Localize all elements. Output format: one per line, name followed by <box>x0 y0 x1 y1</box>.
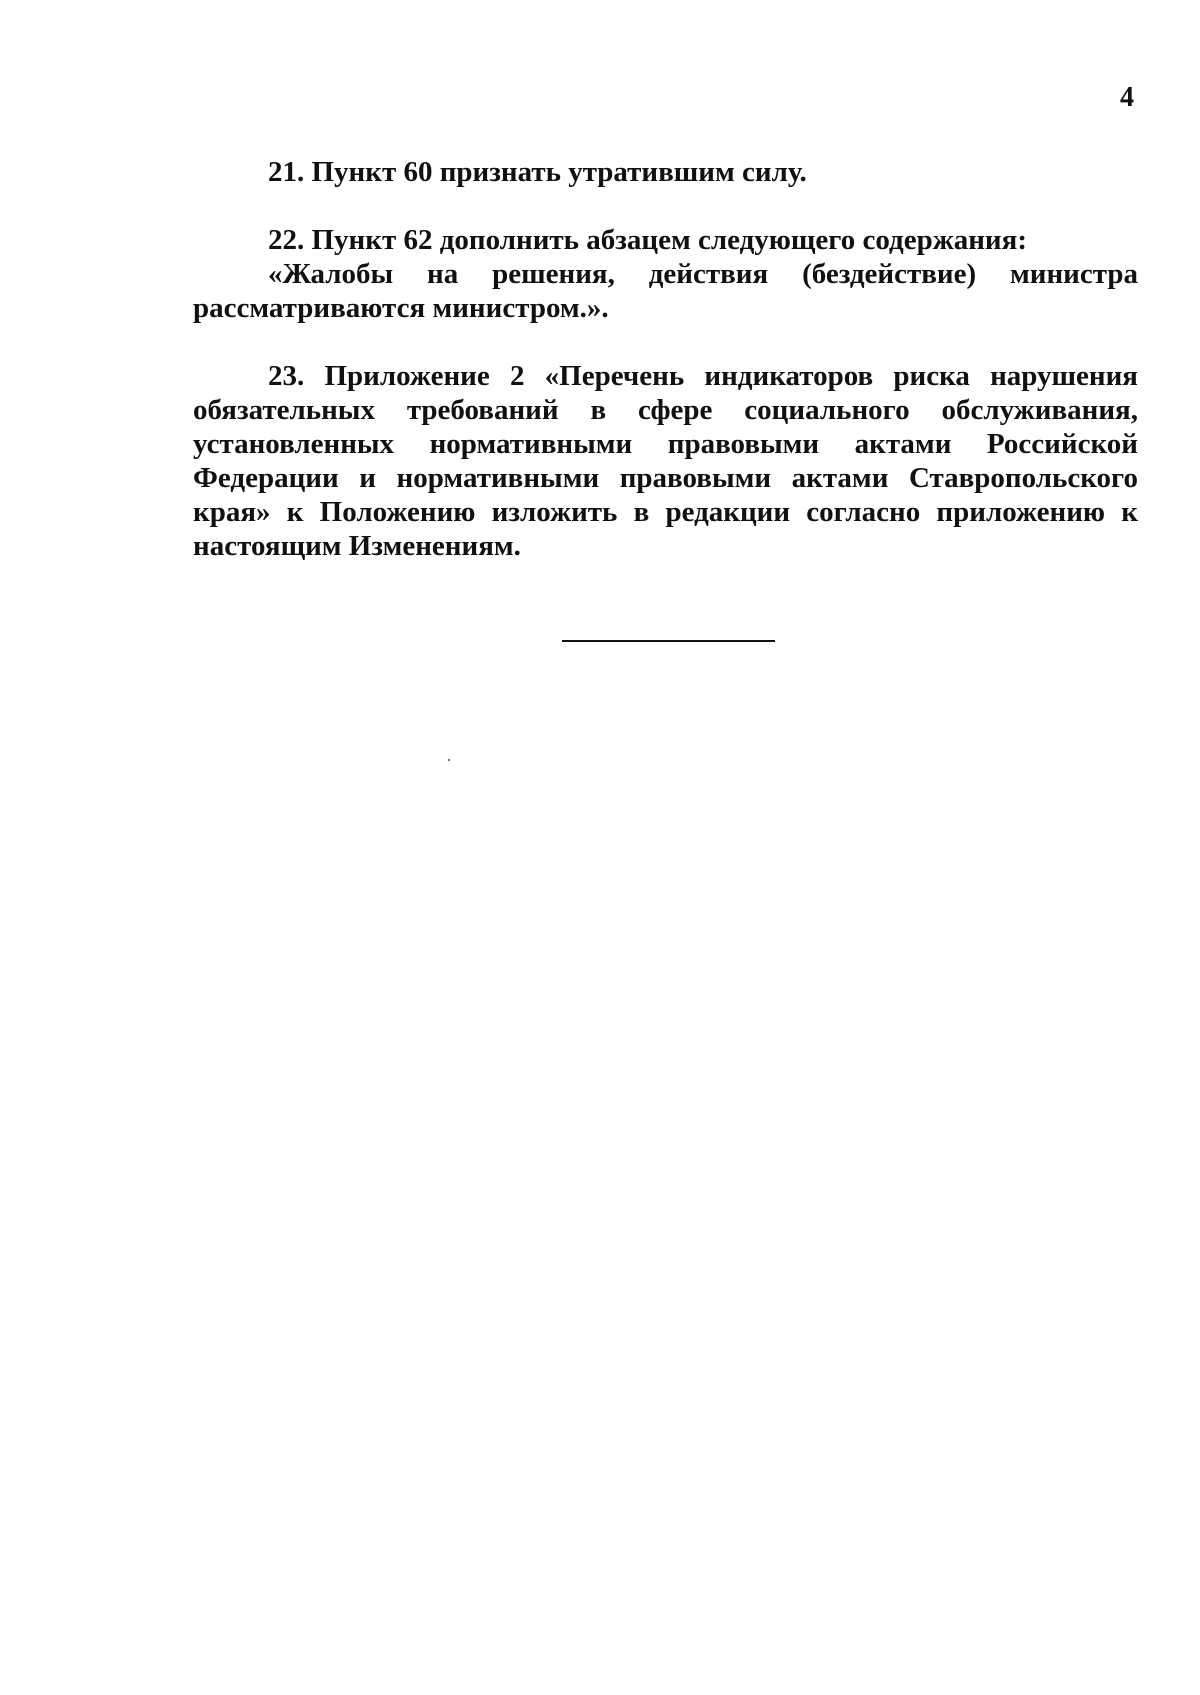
page-number: 4 <box>1120 82 1134 113</box>
end-separator-line <box>562 640 775 642</box>
item-22-quote: «Жалобы на решения, действия (бездействие) министра рассматриваются министром.». <box>193 258 1138 324</box>
paragraph-gap <box>193 325 1138 359</box>
paragraph-gap <box>193 189 1138 223</box>
item-21: 21. Пункт 60 признать утратившим силу. <box>268 156 807 188</box>
scan-speck <box>448 759 450 761</box>
item-22: 22. Пункт 62 дополнить абзацем следующего содержания: <box>268 224 1027 256</box>
item-23: 23. Приложение 2 «Перечень индикаторов риска нарушения обязательных требований в сфере социального обслуживания, установленных нормативными правовыми актами Российской Федерации и нормативными правовыми актами Ставропольского края» к Положению изложить в редакции согласно приложению к настоящим Изменениям. <box>193 360 1138 562</box>
document-body <box>193 155 1138 563</box>
